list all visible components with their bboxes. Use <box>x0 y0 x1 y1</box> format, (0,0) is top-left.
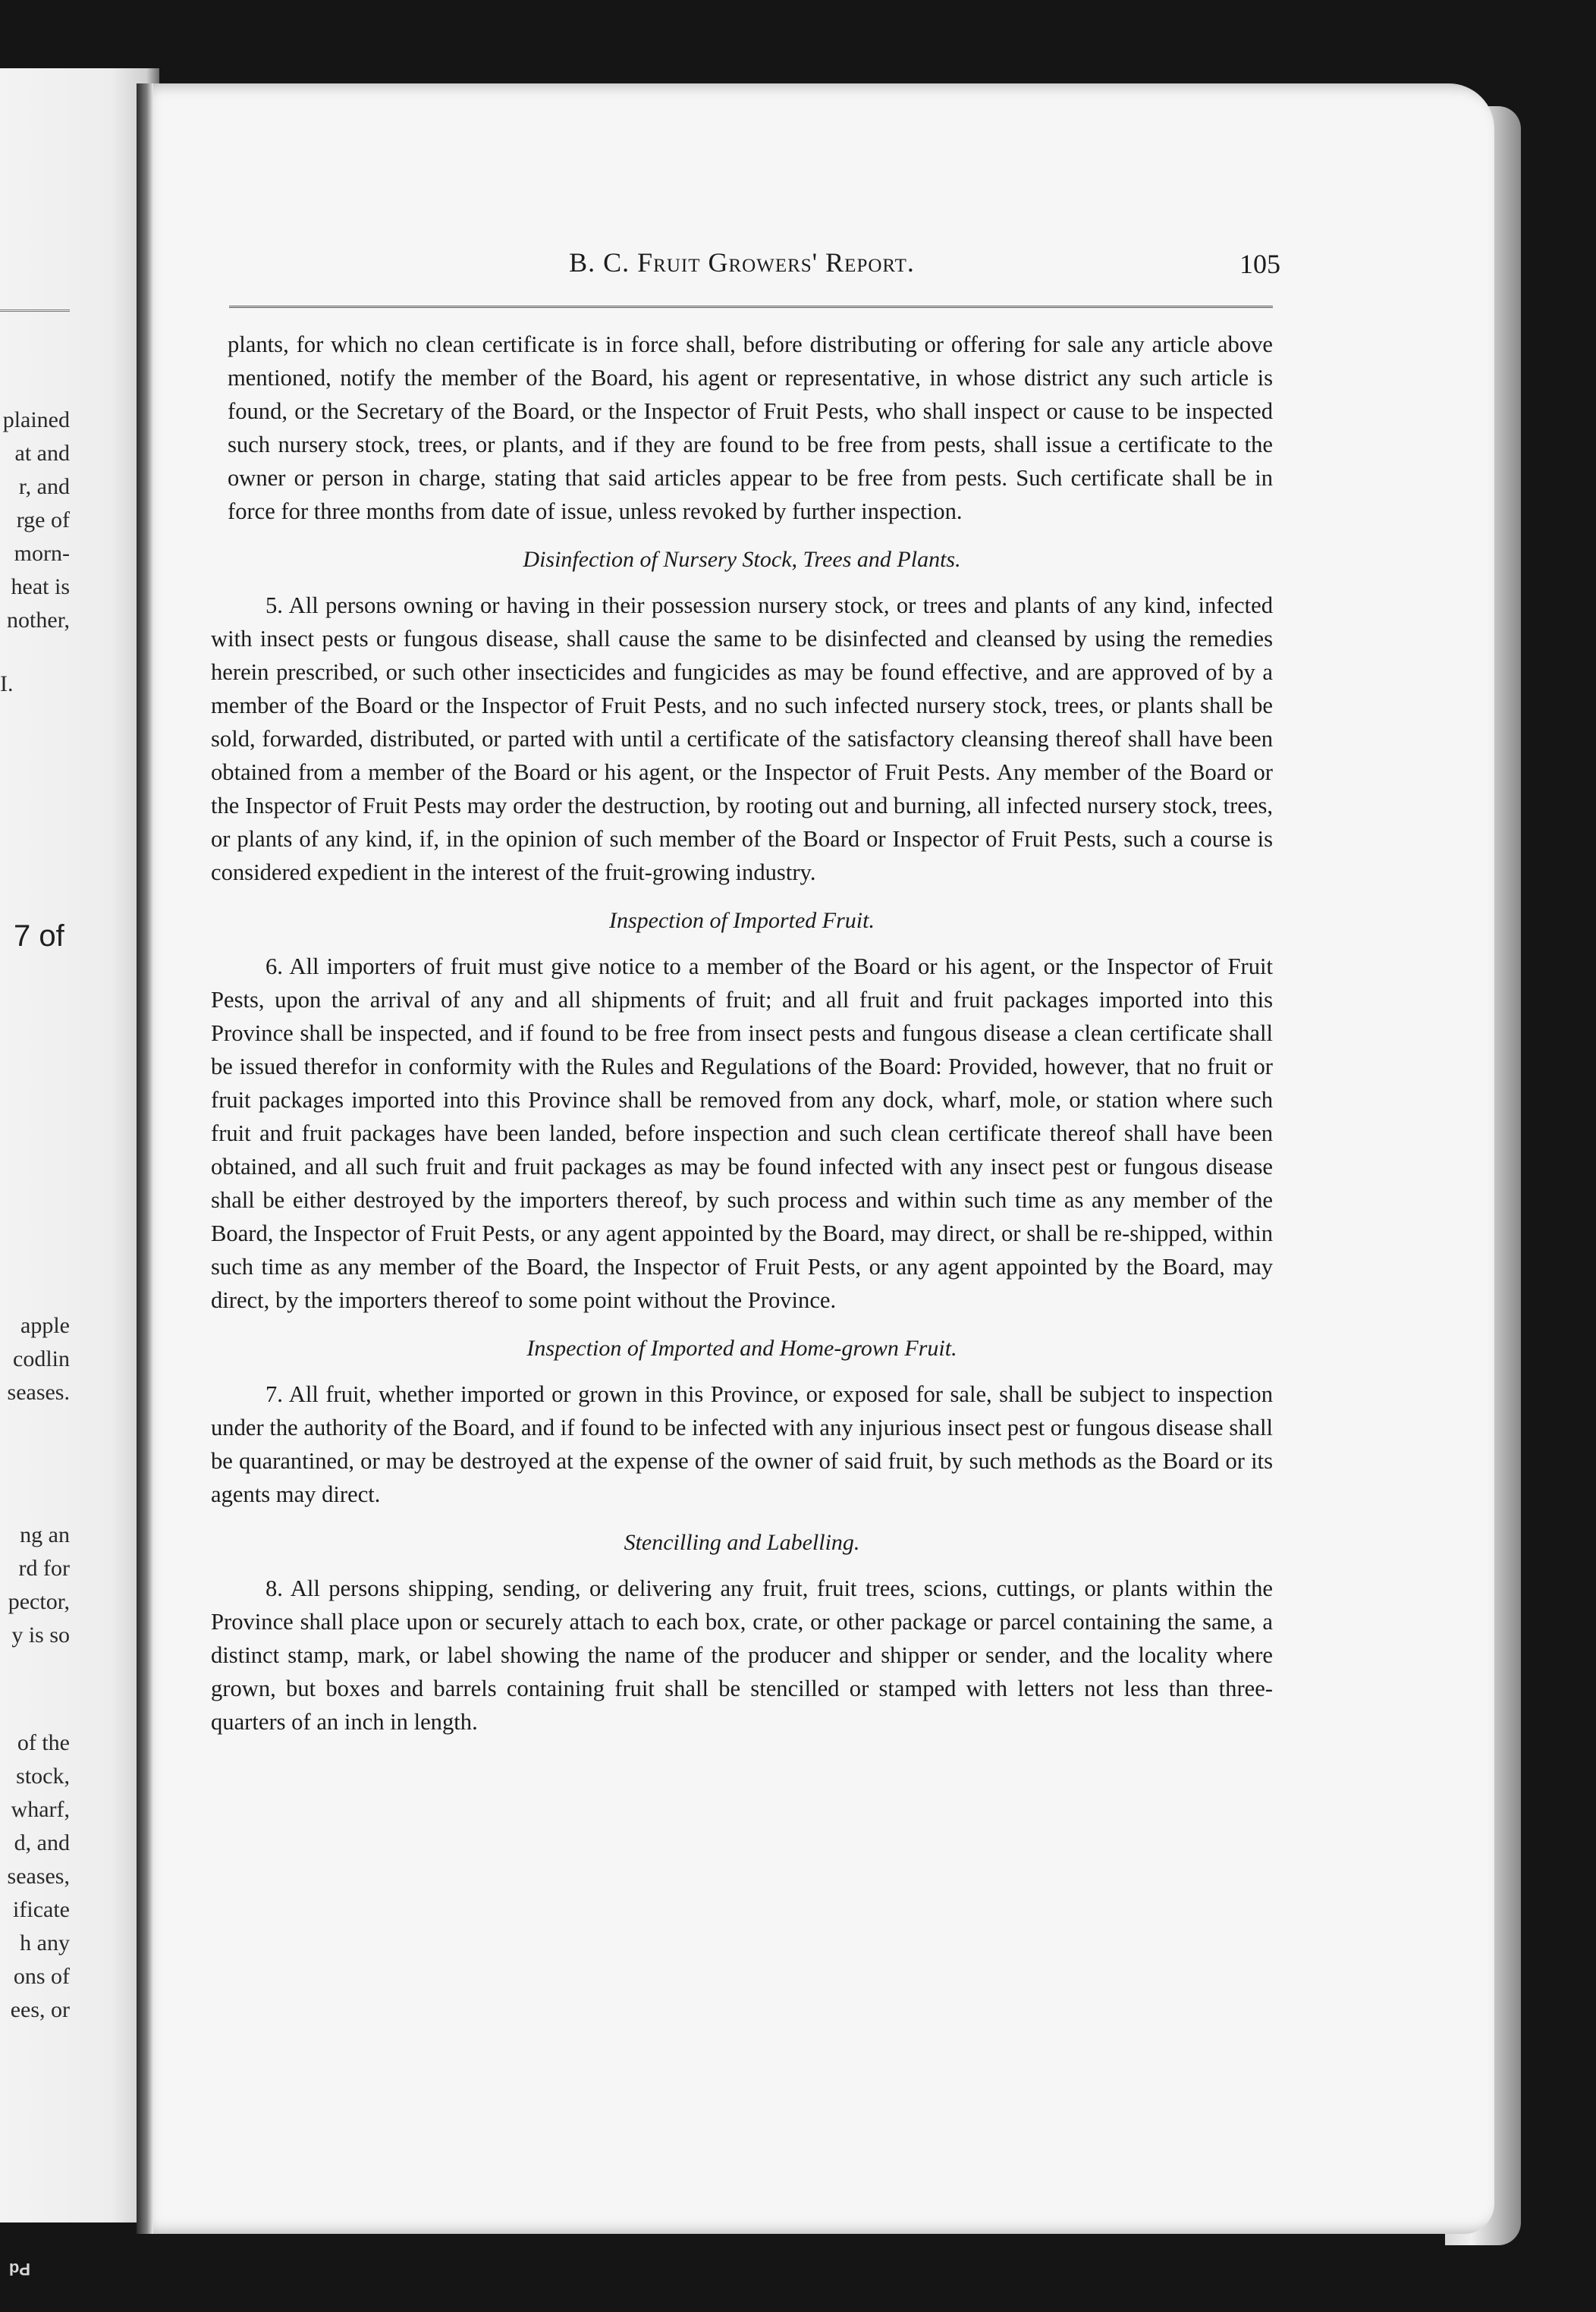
left-fragment: ees, or <box>10 1997 70 2022</box>
page-gutter-shadow <box>137 83 153 2234</box>
left-fragment: stock, <box>16 1764 70 1789</box>
paragraph-section-5: 5. All persons owning or having in their possession nursery stock, or trees and plants of any kind, infected with insect pests or fungous disease, shall cause the same to be disinfected and cleansed by using the remedies herein prescribed, or such other insecticides and fungicides as may be found effective, and are approved of by a member of the Board or the Inspector of Fruit Pests, and no such infected nursery stock, trees, or plants shall be sold, forwarded, distributed, or parted with until a certificate of the satisfactory cleansing thereof shall have been obtained from a member of the Board or his agent, or the Inspector of Fruit Pests. Any member of the Board or the Inspector of Fruit Pests may order the destruction, by rooting out and burning, all infected nursery stock, trees, or plants of any kind, if, in the opinion of such member of the Board or Inspector of Fruit Pests, such a course is considered expedient in the interest of the fruit-growing industry. <box>211 592 1273 885</box>
previous-page-edge <box>0 68 159 2222</box>
left-fragment: pector, <box>8 1589 70 1614</box>
paragraph-section-7: 7. All fruit, whether imported or grown in this Province, or exposed for sale, shall be subject to inspection under the authority of the Board, and if found to be infected with any injurious insect pest or fungous disease shall be quarantined, or may be destroyed at the expense of the owner of said fruit, by such methods as the Board or its agents may direct. <box>211 1381 1273 1507</box>
left-fragment: y is so <box>11 1622 70 1648</box>
section-heading-imported-fruit: Inspection of Imported Fruit. <box>609 908 875 933</box>
left-fragment: h any <box>20 1930 70 1955</box>
page-content <box>211 247 1280 1739</box>
left-header-rule <box>0 309 70 312</box>
running-head <box>211 247 1280 292</box>
left-fragment: apple <box>20 1313 70 1338</box>
paragraph-continued: plants, for which no clean certificate is in force shall, before distributing or offering for sale any article above mentioned, notify the member of the Board, his agent or representative, in whose district any such article is found, or the Secretary of the Board, or the Inspector of Fruit Pests, who shall inspect or cause to be inspected such nursery stock, trees, or plants, and if they are found to be free from pests, shall issue a certificate to the owner or person in charge, stating that said articles appear to be free from pests. Such certificate shall be in force for three months from date of issue, unless revoked by further inspection. <box>228 331 1273 524</box>
left-fragment: morn- <box>14 541 70 566</box>
left-page-large-text: 7 of <box>14 919 64 953</box>
left-fragment: seases. <box>7 1380 70 1405</box>
left-fragment: ons of <box>13 1964 70 1989</box>
left-fragment: of the <box>17 1730 70 1755</box>
page-number: 105 <box>1239 249 1280 279</box>
left-fragment: rd for <box>18 1556 70 1581</box>
paragraph-section-6: 6. All importers of fruit must give notice to a member of the Board or his agent, or the Inspector of Fruit Pests, upon the arrival of any and all shipments of fruit; and all fruit and fruit packages imported into this Province shall be inspected, and if found to be free from insect pests and fungous disease a clean certificate shall be issued therefor in conformity with the Rules and Regulations of the Board: Provided, however, that no fruit or fruit packages imported into this Province shall be removed from any dock, wharf, mole, or station where such fruit and fruit packages have been landed, before inspection and such clean certificate thereof shall have been obtained, and all such fruit and fruit packages as may be found infected with any insect pest or fungous disease shall be either destroyed by the importers thereof, by such process and within such time as any member of the Board, the Inspector of Fruit Pests, or any agent appointed by the Board, may direct, or shall be re-shipped, within such time as any member of the Board, the Inspector of Fruit Pests, or any agent appointed by the Board, may direct, by the importers thereof to some point without the Province. <box>211 953 1273 1313</box>
paragraph-section-8: 8. All persons shipping, sending, or delivering any fruit, fruit trees, scions, cuttings, or plants within the Province shall place upon or securely attach to each box, crate, or other package or parcel containing the same, a distinct stamp, mark, or label showing the name of the producer and shipper or sender, and the locality where grown, but boxes and barrels containing fruit shall be stencilled or stamped with letters not less than three-quarters of an inch in length. <box>211 1575 1273 1735</box>
left-fragment: ng an <box>20 1522 70 1547</box>
left-fragment: heat is <box>11 574 70 599</box>
left-fragment: d, and <box>14 1830 70 1855</box>
left-fragment: ificate <box>13 1897 70 1922</box>
left-fragment: at and <box>14 441 70 466</box>
left-fragment: rge of <box>16 507 70 532</box>
left-fragment: codlin <box>13 1346 70 1371</box>
left-fragment: plained <box>2 407 70 432</box>
running-title: B. C. Fruit Growers' Report. <box>569 247 915 278</box>
left-fragment: wharf, <box>11 1797 70 1822</box>
scan-corner-mark: Pd <box>8 2260 30 2279</box>
header-rule <box>229 306 1273 308</box>
section-heading-home-grown-fruit: Inspection of Imported and Home-grown Fruit. <box>526 1336 957 1361</box>
section-heading-disinfection: Disinfection of Nursery Stock, Trees and Plants. <box>523 547 961 572</box>
left-fragment: seases, <box>7 1864 70 1889</box>
left-fragment: nother, <box>7 608 70 633</box>
left-fragment: r, and <box>18 474 70 499</box>
section-heading-stencilling: Stencilling and Labelling. <box>624 1530 860 1555</box>
left-fragment: I. <box>0 671 14 696</box>
